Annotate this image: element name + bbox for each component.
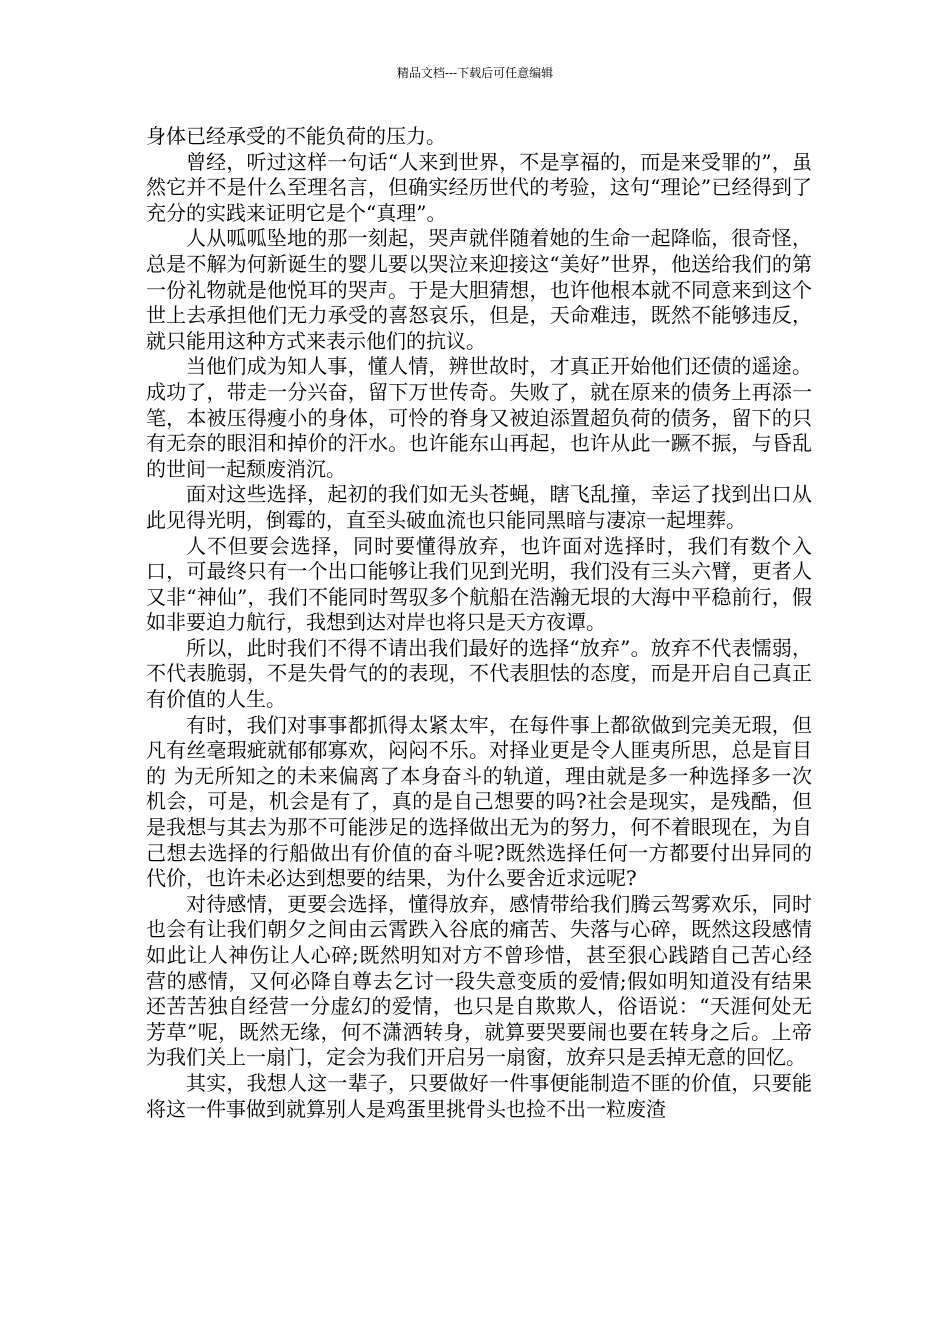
paragraph: 面对这些选择，起初的我们如无头苍蝇，瞎飞乱撞，幸运了找到出口从此见得光明，倒霉的，直至头破血流也只能同黑暗与凄凉一起埋葬。 <box>146 482 812 532</box>
paragraph: 人不但要会选择，同时要懂得放弃，也许面对选择时，我们有数个入口，可最终只有一个出口能够让我们见到光明，我们没有三头六臂，更者人又非“神仙”，我们不能同时驾驭多个航船在浩瀚无垠的大海中平稳前行，假如非要迫力航行，我想到达对岸也将只是天方夜谭。 <box>146 533 812 635</box>
paragraph: 有时，我们对事事都抓得太紧太牢，在每件事上都欲做到完美无瑕，但凡有丝毫瑕疵就郁郁寡欢，闷闷不乐。对择业更是令人匪夷所思，总是盲目的 为无所知之的未来偏离了本身奋斗的轨道，理由就是多一种选择多一次机会，可是，机会是有了，真的是自己想要的吗?社会是现实，是残酷，但是我想与其去为那不可能涉足的选择做出无为的努力，何不着眼现在，为自己想去选择的行船做出有价值的奋斗呢?既然选择任何一方都要付出异同的代价，也许未必达到想要的结果，为什么要舍近求远呢? <box>146 712 812 891</box>
paragraph: 所以，此时我们不得不请出我们最好的选择“放弃”。放弃不代表懦弱，不代表脆弱，不是失骨气的的表现，不代表胆怯的态度，而是开启自己真正有价值的人生。 <box>146 635 812 712</box>
paragraph: 身体已经承受的不能负荷的压力。 <box>146 124 446 148</box>
body-text <box>146 124 812 1122</box>
running-header: 精品文档---下载后可任意编辑 <box>396 66 554 80</box>
paragraph: 曾经，听过这样一句话“人来到世界，不是享福的，而是来受罪的”，虽然它并不是什么至理名言，但确实经历世代的考验，这句“理论”已经得到了充分的实践来证明它是个“真理”。 <box>146 149 812 225</box>
paragraph: 人从呱呱坠地的那一刻起，哭声就伴随着她的生命一起降临，很奇怪，总是不解为何新诞生的婴儿要以哭泣来迎接这“美好”世界，他送给我们的第一份礼物就是他悦耳的哭声。于是大胆猜想，也许他根本就不同意来到这个世上去承担他们无力承受的喜怒哀乐，但是，天命难违，既然不能够违反，就只能用这种方式来表示他们的抗议。 <box>146 226 812 353</box>
paragraph: 对待感情，更要会选择，懂得放弃，感情带给我们腾云驾雾欢乐，同时也会有让我们朝夕之间由云霄跌入谷底的痛苦、失落与心碎，既然这段感情如此让人神伤让人心碎;既然明知对方不曾珍惜，甚至狠心践踏自己苦心经营的感情，又何必降自尊去乞讨一段失意变质的爱情;假如明知道没有结果还苦苦独自经营一分虚幻的爱情，也只是自欺欺人，俗语说：“天涯何处无芳草”呢，既然无缘，何不潇洒转身，就算要哭要闹也要在转身之后。上帝为我们关上一扇门，定会为我们开启另一扇窗，放弃只是丢掉无意的回忆。 <box>146 891 812 1070</box>
paragraph: 当他们成为知人事，懂人情，辨世故时，才真正开始他们还债的遥途。成功了，带走一分兴奋，留下万世传奇。失败了，就在原来的债务上再添一笔，本被压得瘦小的身体，可怜的脊身又被迫添置超负荷的债务，留下的只有无奈的眼泪和掉价的汗水。也许能东山再起，也许从此一蹶不振，与昏乱的世间一起颓废消沉。 <box>146 354 812 481</box>
paragraph: 其实，我想人这一辈子，只要做好一件事便能制造不匪的价值，只要能将这一件事做到就算别人是鸡蛋里挑骨头也捡不出一粒废渣 <box>146 1070 812 1121</box>
